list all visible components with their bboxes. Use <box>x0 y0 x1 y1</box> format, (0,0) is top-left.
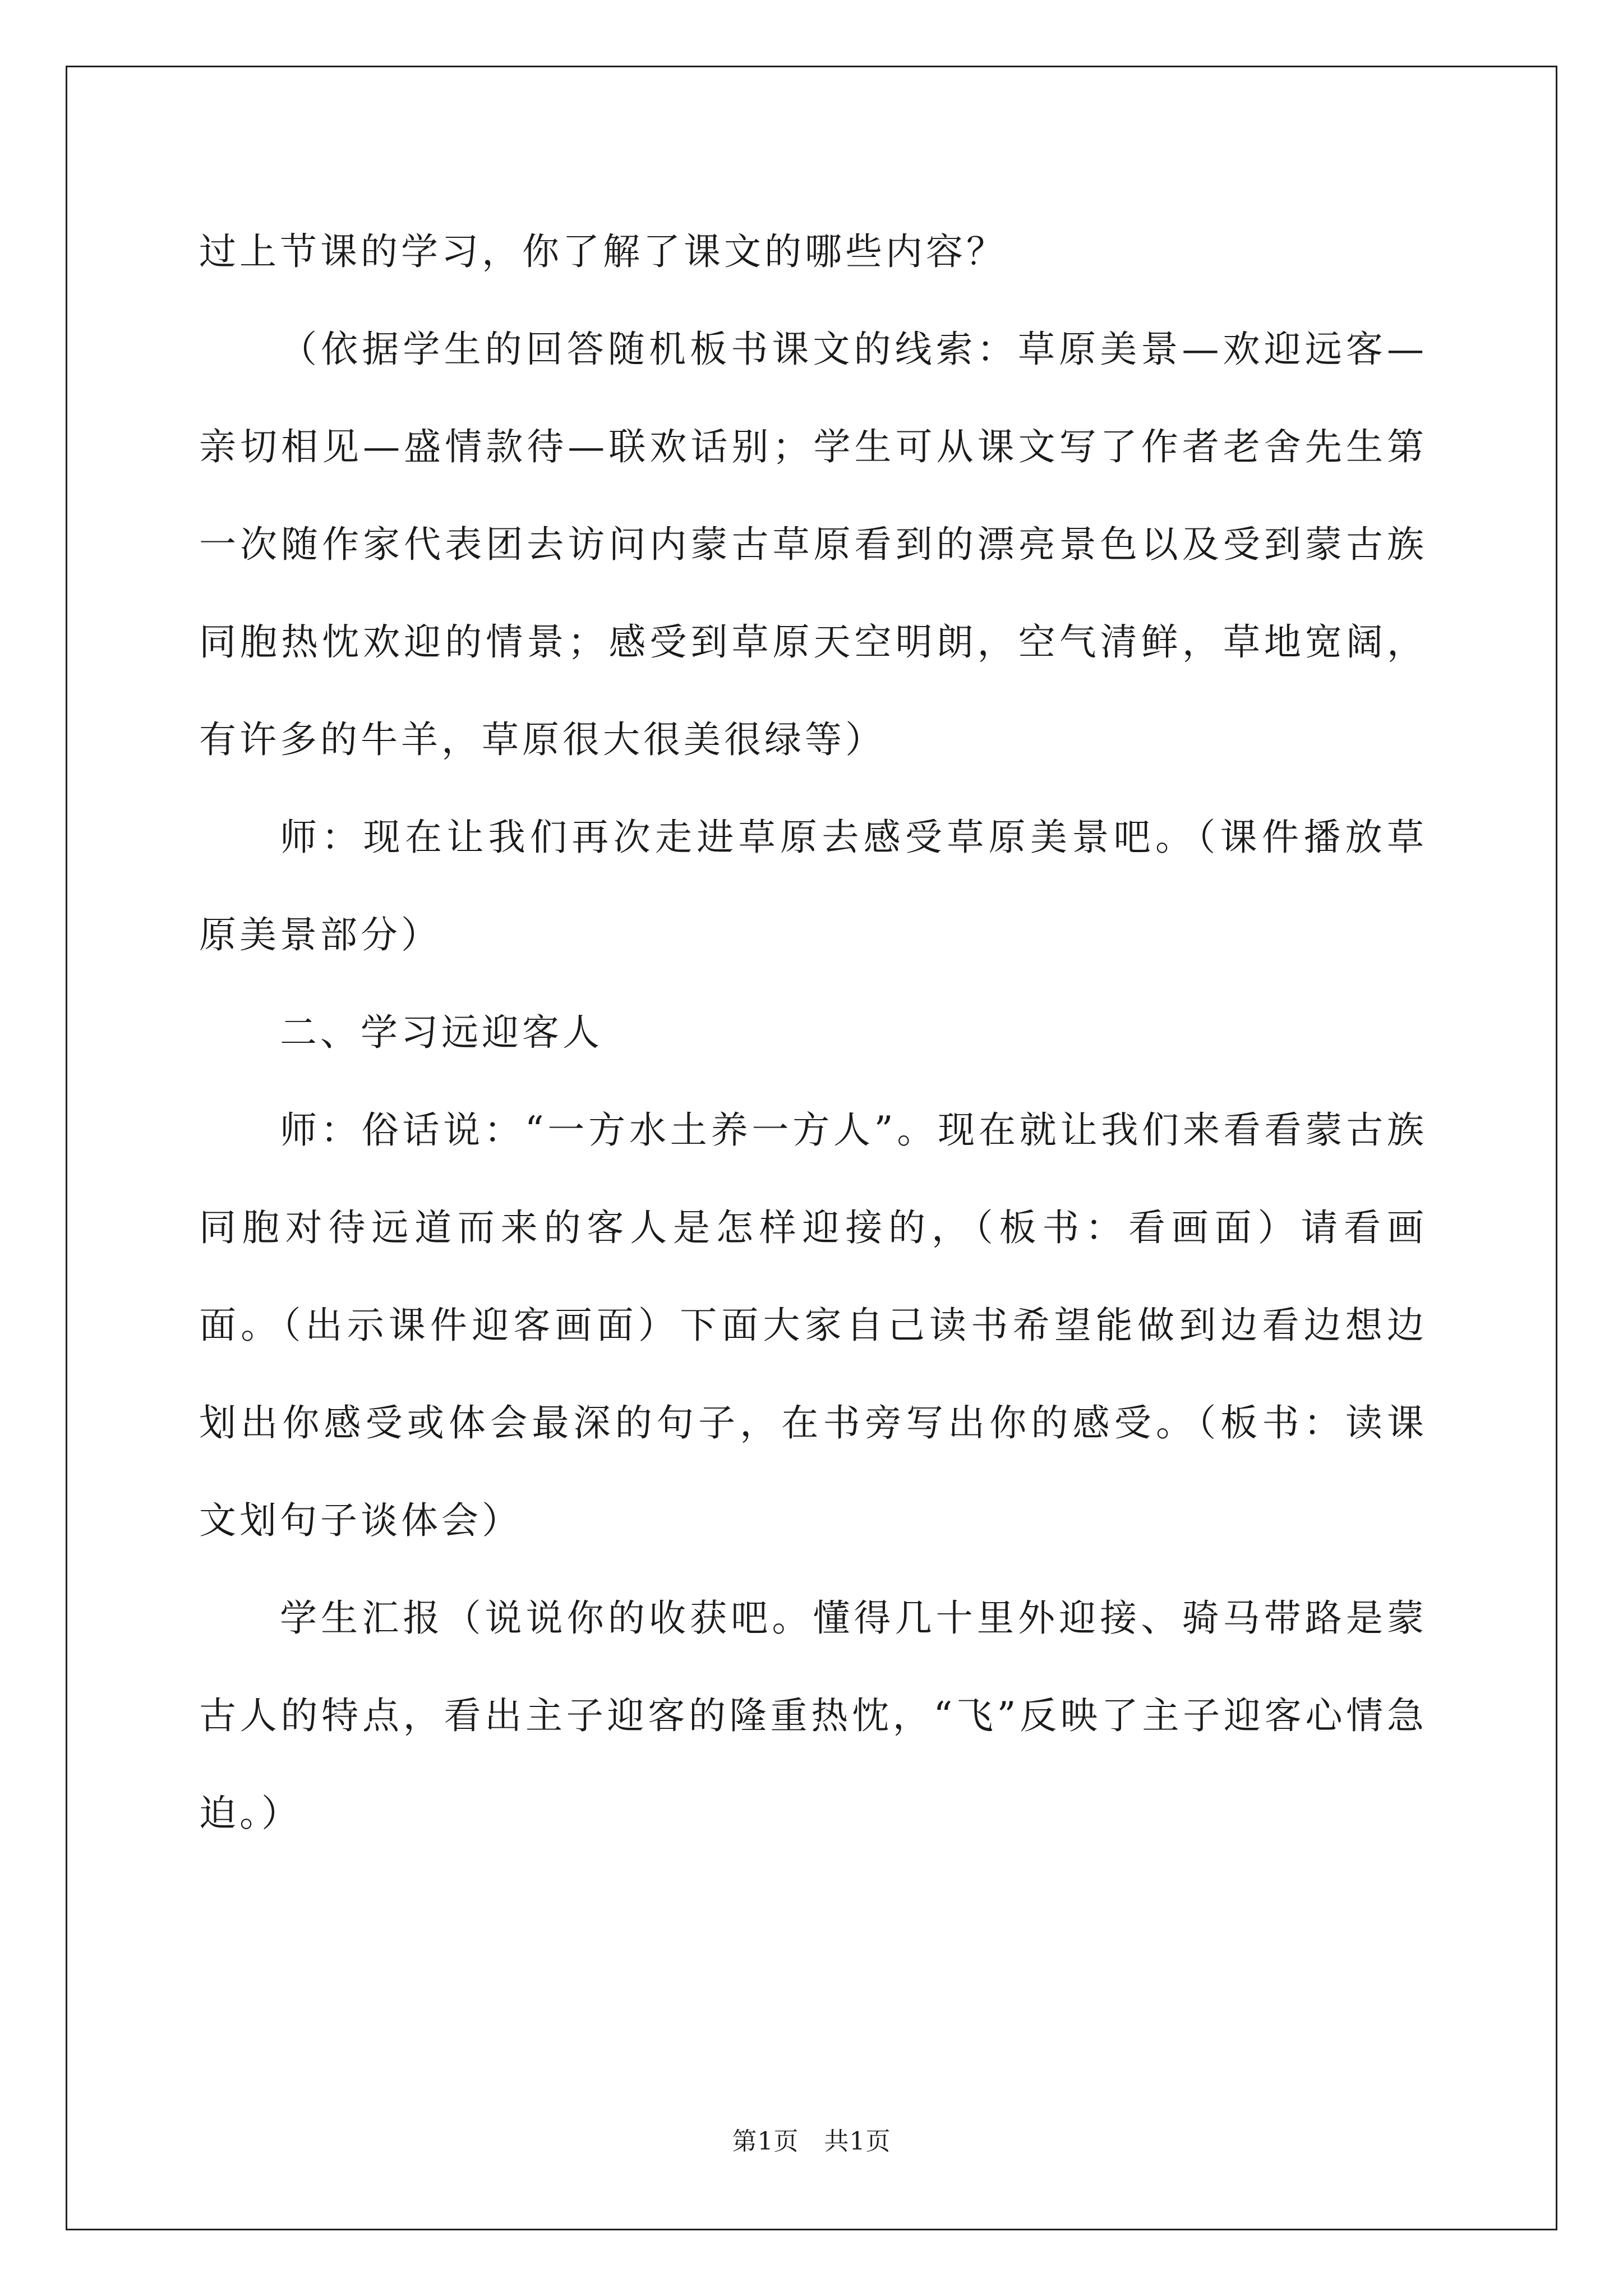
paragraph-6: 学生汇报（说说你的收获吧。懂得几十里外迎接、骑马带路是蒙古人的特点，看出主子迎客的隆重热忱，“飞”反映了主子迎客心情急迫。） <box>199 1596 1427 1835</box>
paragraph-3: 师：现在让我们再次走进草原去感受草原美景吧。（课件播放草原美景部分） <box>199 816 1427 956</box>
section-heading: 二、学习远迎客人 <box>280 1011 603 1054</box>
paragraph-5: 师：俗话说：“一方水土养一方人”。现在就让我们来看看蒙古族同胞对待远道而来的客人是怎样迎接的，（板书：看画面）请看画面。（出示课件迎客画面）下面大家自己读书希望能做到边看边想边划出你感受或体会最深的句子，在书旁写出你的感受。（板书：读课文划句子谈体会） <box>199 1108 1427 1542</box>
page-footer: 第1页 共1页 <box>732 2127 891 2156</box>
paragraph-2: （依据学生的回答随机板书课文的线索：草原美景—欢迎远客—亲切相见—盛情款待—联欢话别；学生可从课文写了作者老舍先生第一次随作家代表团去访问内蒙古草原看到的漂亮景色以及受到蒙古族同胞热忱欢迎的情景；感受到草原天空明朗，空气清鲜，草地宽阔，有许多的牛羊，草原很大很美很绿等） <box>199 328 1427 761</box>
paragraph-1: 过上节课的学习，你了解了课文的哪些内容？ <box>199 230 1007 273</box>
document-body <box>199 203 1427 1862</box>
